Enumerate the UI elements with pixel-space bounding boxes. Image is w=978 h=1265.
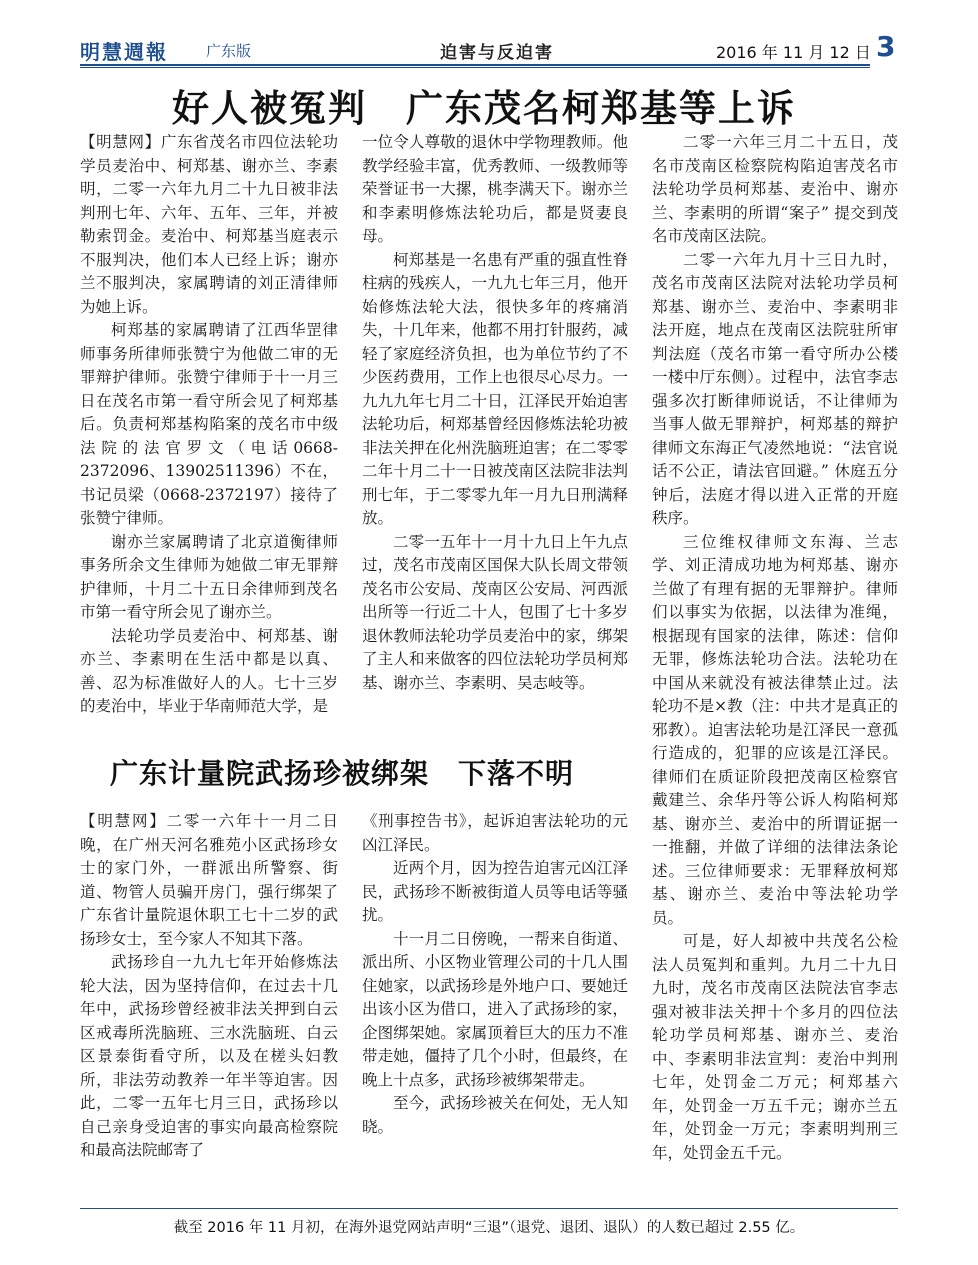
paragraph: 【明慧网】广东省茂名市四位法轮功学员麦治中、柯郑基、谢亦兰、李素明，二零一六年九月二十九日被非法判刑七年、六年、五年、三年，并被勒索罚金。麦治中、柯郑基当庭表示不服判决，他们本人已经上诉；谢亦兰不服判决，家属聘请的刘正清律师为她上诉。 bbox=[80, 133, 338, 316]
article2-column-2 bbox=[362, 810, 628, 1139]
paragraph: 二零一六年九月十三日九时，茂名市茂南区法院对法轮功学员柯郑基、谢亦兰、麦治中、李素明非法开庭，地点在茂南区法院驻所审判法庭（茂名市第一看守所办公楼一楼中厅东侧）。过程中，法官李志强多次打断律师说话，不让律师为当事人做无罪辩护，柯郑基的辩护律师文东海正气凌然地说：“法官说话不公正，请法官回避。” 休庭五分钟后，法庭才得以进入正常的开庭秩序。 bbox=[652, 250, 898, 527]
article1-column-3 bbox=[652, 131, 898, 1165]
article2-column-1 bbox=[80, 810, 338, 1163]
header-divider bbox=[80, 64, 870, 66]
paragraph: 【明慧网】二零一六年十一月二日晚，在广州天河名雅苑小区武扬珍女士的家门外，一群派出所警察、街道、物管人员骗开房门，强行绑架了广东省计量院退休职工七十二岁的武扬珍女士，至今家人不知其下落。 bbox=[80, 812, 338, 948]
paragraph: 二零一六年三月二十五日，茂名市茂南区检察院构陷迫害茂名市法轮功学员柯郑基、麦治中、谢亦兰、李素明的所谓“案子” 提交到茂名市茂南区法院。 bbox=[652, 133, 898, 245]
paragraph: 武扬珍自一九九七年开始修炼法轮大法，因为坚持信仰，在过去十几年中，武扬珍曾经被非法关押到白云区戒毒所洗脑班、三水洗脑班、白云区景泰街看守所，以及在槎头妇教所，非法劳动教养一年半等迫害。因此，二零一五年七月三日，武扬珍以自己亲身受迫害的事实向最高检察院和最高法院邮寄了 bbox=[80, 953, 338, 1159]
issue-date: 2016 年 11 月 12 日 bbox=[716, 43, 871, 62]
article2-headline: 广东计量院武扬珍被绑架 下落不明 bbox=[110, 757, 575, 790]
paragraph: 十一月二日傍晚，一帮来自街道、派出所、小区物业管理公司的十几人围住她家，以武扬珍是外地户口、要她迁出该小区为借口，进入了武扬珍的家，企图绑架她。家属顶着巨大的压力不准带走她，僵持了几个小时，但最终，在晚上十点多，武扬珍被绑架带走。 bbox=[362, 929, 628, 1089]
masthead: 明慧週報 bbox=[80, 40, 168, 64]
paragraph: 谢亦兰家属聘请了北京道衡律师事务所余文生律师为她做二审无罪辩护律师，十月二十五日余律师到茂名市第一看守所会见了谢亦兰。 bbox=[80, 532, 338, 621]
paragraph: 至今，武扬珍被关在何处，无人知晓。 bbox=[362, 1094, 628, 1136]
paragraph: 三位维权律师文东海、兰志学、刘正清成功地为柯郑基、谢亦兰做了有理有据的无罪辩护。律师们以事实为依据，以法律为准绳，根据现有国家的法律，陈述：信仰无罪，修炼法轮功合法。法轮功在中国从来就没有被法律禁止过。法轮功不是×教（注：中共才是真正的邪教）。迫害法轮功是江泽民一意孤行造成的，犯罪的应该是江泽民。律师们在质证阶段把茂南区检察官戴建兰、余华丹等公诉人构陷柯郑基、谢亦兰、麦治中的所谓证据一一推翻，并做了详细的法律法条论述。三位律师要求：无罪释放柯郑基、谢亦兰、麦治中等法轮功学员。 bbox=[652, 532, 898, 927]
edition-label: 广东版 bbox=[206, 42, 252, 60]
page-header bbox=[80, 30, 898, 64]
paragraph: 《刑事控告书》，起诉迫害法轮功的元凶江泽民。 bbox=[362, 812, 628, 854]
footer-divider bbox=[80, 1208, 898, 1209]
footer-notice: 截至 2016 年 11 月初，在海外退党网站声明“三退”（退党、退团、退队）的人数已超过 2.55 亿。 bbox=[173, 1220, 805, 1236]
paragraph: 二零一五年十一月十九日上午九点过，茂名市茂南区国保大队长周文带领茂名市公安局、茂南区公安局、河西派出所等一行近二十人，包围了七十多岁退休教师法轮功学员麦治中的家，绑架了主人和来做客的四位法轮功学员柯郑基、谢亦兰、李素明、吴志岐等。 bbox=[362, 532, 628, 692]
article1-column-2 bbox=[362, 131, 628, 695]
header-divider-thin bbox=[80, 67, 870, 68]
paragraph: 可是，好人却被中共茂名公检法人员冤判和重判。九月二十九日九时，茂名市茂南区法院法官李志强对被非法关押十个多月的四位法轮功学员柯郑基、谢亦兰、麦治中、李素明非法宣判：麦治中判刑七年，处罚金二万元；柯郑基六年，处罚金一万五千元；谢亦兰五年，处罚金一万元；李素明判刑三年，处罚金五千元。 bbox=[652, 932, 898, 1162]
paragraph: 一位令人尊敬的退休中学物理教师。他教学经验丰富，优秀教师、一级教师等荣誉证书一大摞，桃李满天下。谢亦兰和李素明修炼法轮功后，都是贤妻良母。 bbox=[362, 133, 628, 245]
article1-headline: 好人被冤判 广东茂名柯郑基等上诉 bbox=[172, 86, 796, 130]
section-title: 迫害与反迫害 bbox=[440, 43, 554, 63]
paragraph: 法轮功学员麦治中、柯郑基、谢亦兰、李素明在生活中都是以真、善、忍为标准做好人的人。七十三岁的麦治中，毕业于华南师范大学，是 bbox=[80, 626, 338, 715]
paragraph: 柯郑基是一名患有严重的强直性脊柱病的残疾人，一九九七年三月，他开始修炼法轮大法，很快多年的疼痛消失，十几年来，他都不用打针服药，减轻了家庭经济负担，也为单位节约了不少医药费用，工作上也很尽心尽力。一九九九年七月二十日，江泽民开始迫害法轮功后，柯郑基曾经因修炼法轮功被非法关押在化州洗脑班迫害；在二零零二年十月二十一日被茂南区法院非法判刑七年，于二零零九年一月九日刑满释放。 bbox=[362, 250, 628, 527]
paragraph: 柯郑基的家属聘请了江西华罡律师事务所律师张赞宁为他做二审的无罪辩护律师。张赞宁律师于十一月三日在茂名市第一看守所会见了柯郑基后。负责柯郑基构陷案的茂名市中级法院的法官罗文（电话0668-2372096、13902511396）不在，书记员梁（0668-2372197）接待了张赞宁律师。 bbox=[80, 321, 338, 527]
page-number: 3 bbox=[876, 30, 896, 63]
article1-column-1 bbox=[80, 131, 338, 719]
paragraph: 近两个月，因为控告迫害元凶江泽民，武扬珍不断被街道人员等电话等骚扰。 bbox=[362, 859, 628, 924]
